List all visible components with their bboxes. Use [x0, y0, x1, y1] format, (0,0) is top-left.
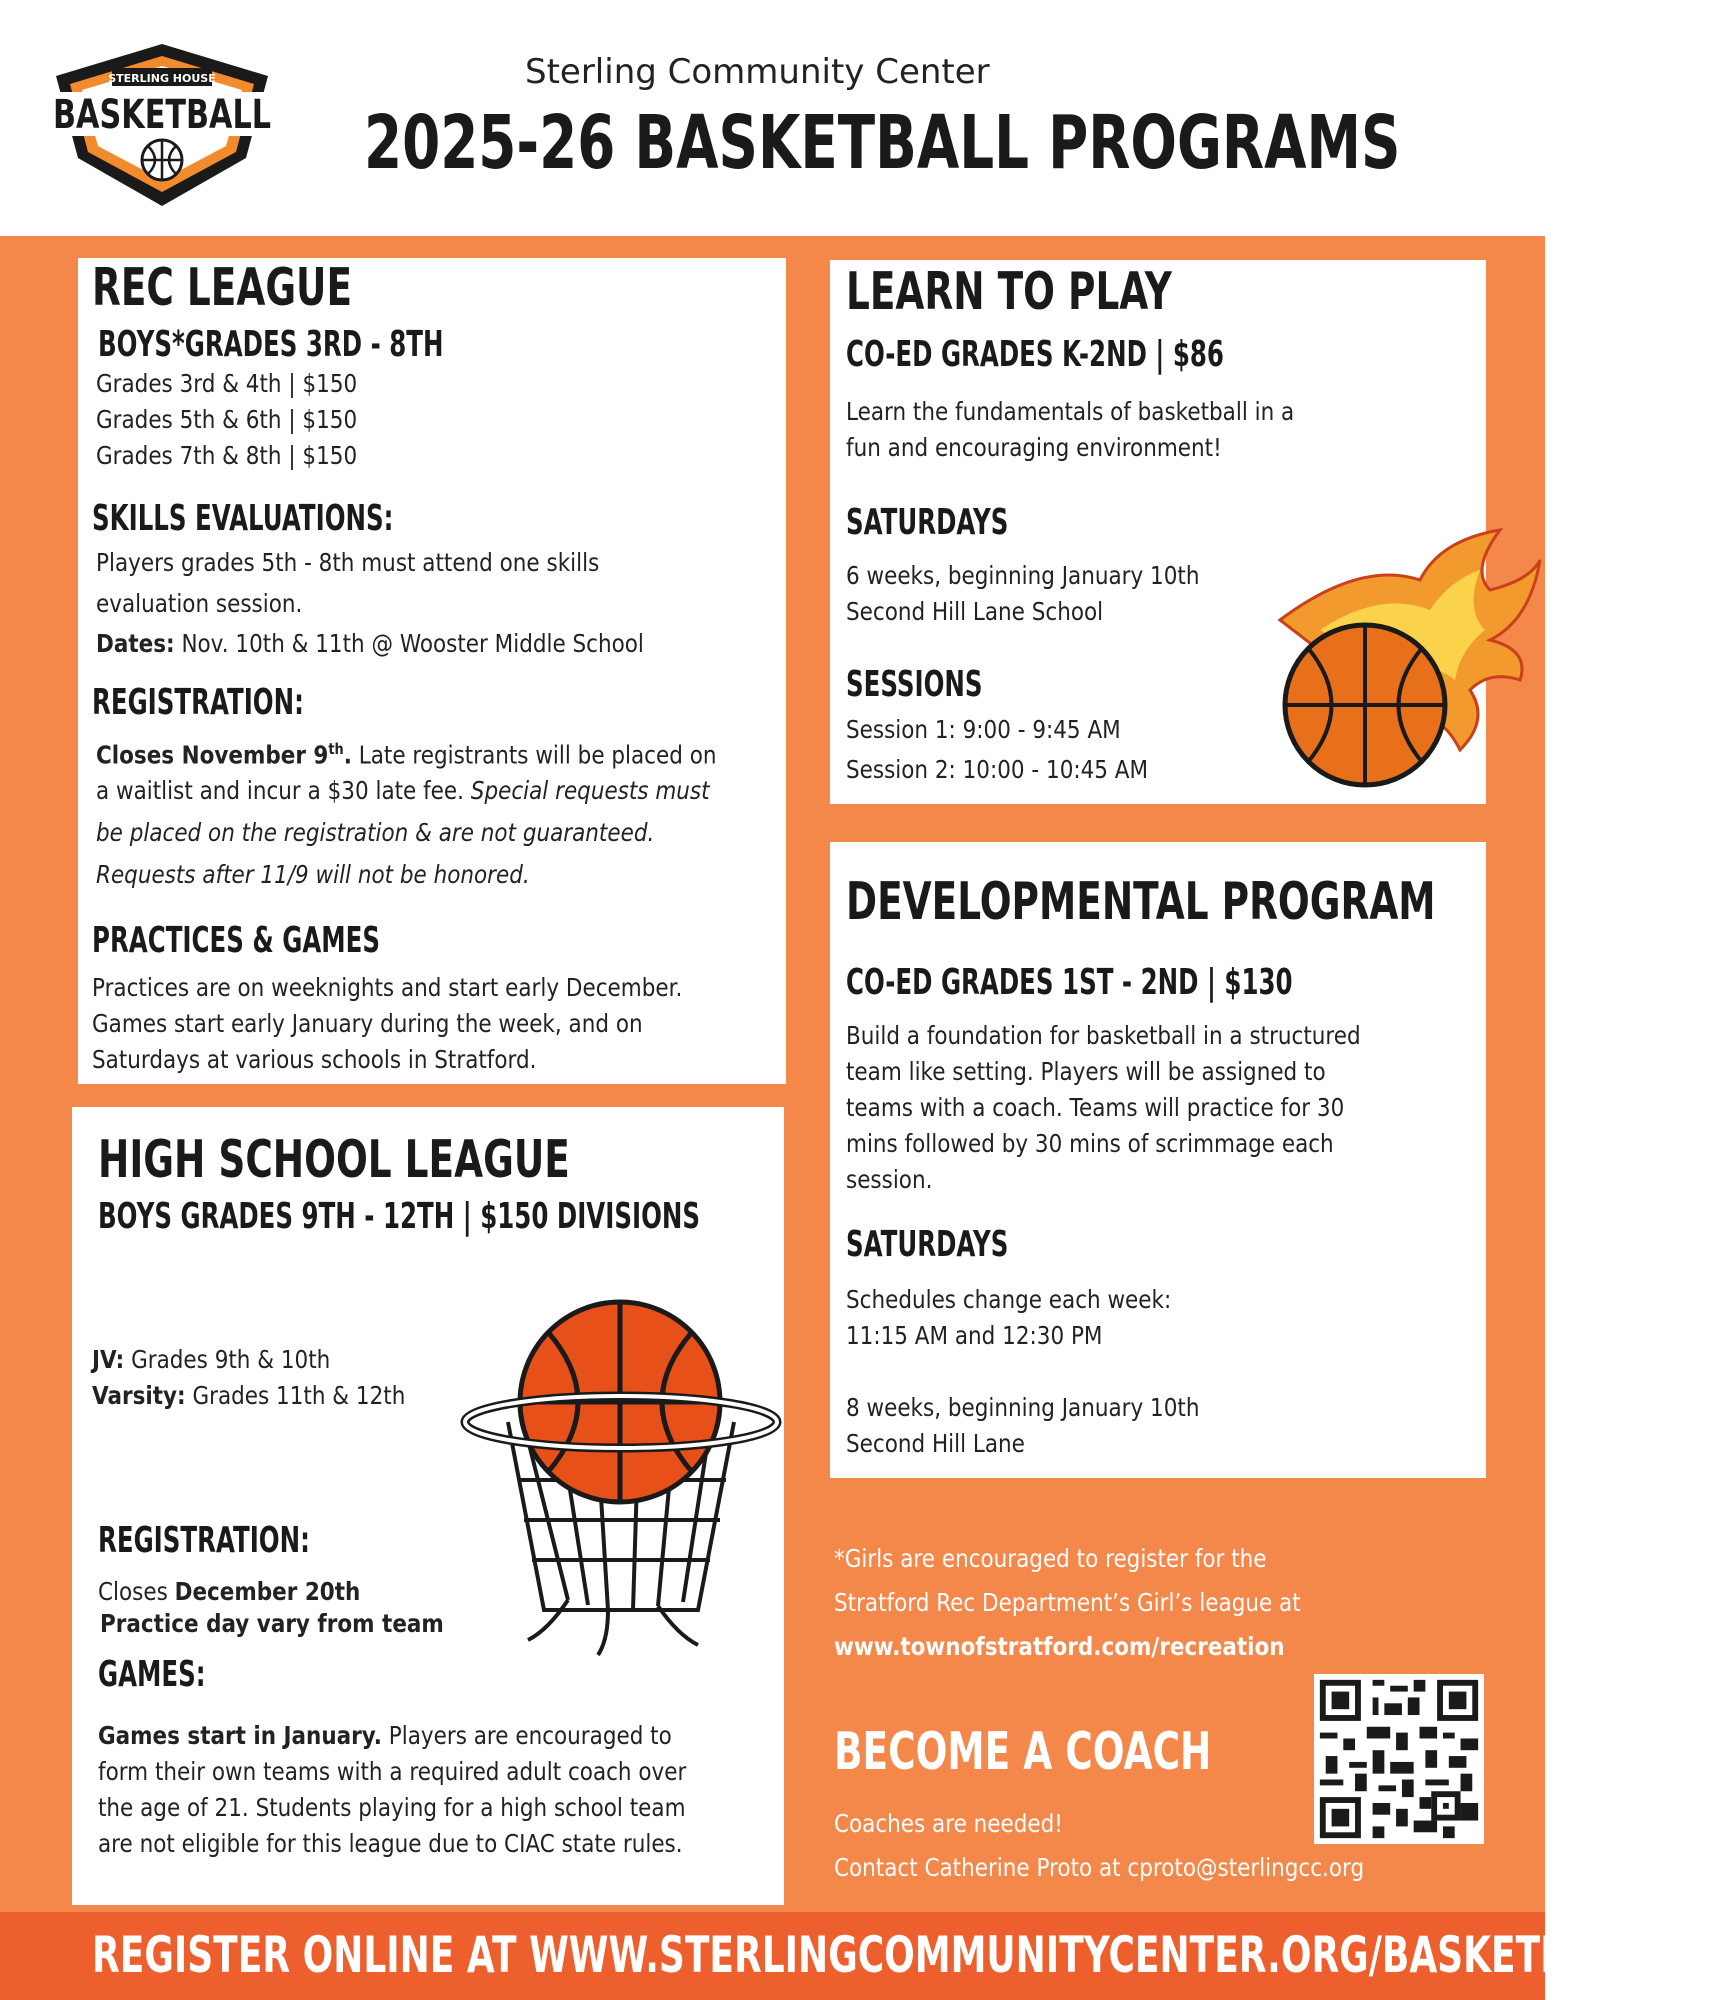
reg-closes: Closes November 9	[96, 740, 329, 770]
jv-value: Grades 9th & 10th	[124, 1345, 331, 1374]
varsity-line	[92, 1378, 405, 1414]
reg-line2-italic: Special requests must	[470, 776, 710, 805]
coach-contact: Contact Catherine Proto at cproto@sterlingcc.org	[834, 1853, 1365, 1882]
ltp-sessions-heading: SESSIONS	[846, 664, 983, 705]
games-text: are not eligible for this league due to CIAC state rules.	[98, 1829, 683, 1858]
hs-closes-plain: Closes	[98, 1577, 175, 1606]
ltp-desc: Learn the fundamentals of basketball in a	[846, 397, 1295, 426]
practices-text: Games start early January during the week, and on	[92, 1009, 643, 1038]
header-subtitle: Sterling Community Center	[525, 52, 990, 92]
dates-value: Nov. 10th & 11th @ Wooster Middle School	[174, 629, 644, 658]
coach-text: Coaches are needed!	[834, 1809, 1063, 1838]
register-online-link[interactable]: REGISTER ONLINE AT WWW.STERLINGCOMMUNITYCENTER.ORG/BASKETBALLHUB	[92, 1926, 1728, 1984]
skills-evaluations-heading: SKILLS EVALUATIONS:	[92, 498, 394, 539]
practices-text: Saturdays at various schools in Stratford.	[92, 1045, 537, 1074]
dev-desc: Build a foundation for basketball in a structured	[846, 1021, 1361, 1050]
girls-league-link[interactable]: www.townofstratford.com/recreation	[834, 1632, 1285, 1661]
skills-text: evaluation session.	[96, 589, 303, 618]
reg-line4: Requests after 11/9 will not be honored.	[96, 860, 530, 889]
ltp-saturdays-heading: SATURDAYS	[846, 502, 1009, 543]
ltp-saturdays-text: 6 weeks, beginning January 10th	[846, 561, 1200, 590]
dev-desc: teams with a coach. Teams will practice for 30	[846, 1093, 1345, 1122]
dev-schedule: 11:15 AM and 12:30 PM	[846, 1321, 1103, 1350]
practices-text: Practices are on weeknights and start early December.	[92, 973, 683, 1002]
high-school-subtitle: BOYS GRADES 9TH - 12TH | $150 DIVISIONS	[98, 1196, 701, 1237]
ltp-saturdays-text: Second Hill Lane School	[846, 597, 1104, 626]
dev-weeks: 8 weeks, beginning January 10th	[846, 1393, 1200, 1422]
dev-desc: session.	[846, 1165, 933, 1194]
page-title: 2025-26 BASKETBALL PROGRAMS	[364, 100, 1401, 186]
rec-league-subtitle: BOYS*GRADES 3RD - 8TH	[98, 324, 444, 365]
dates-label: Dates:	[96, 629, 175, 658]
games-text	[98, 1718, 672, 1754]
rec-registration-text	[96, 770, 710, 812]
learn-to-play-title: LEARN TO PLAY	[846, 262, 1172, 322]
sterling-house-basketball-logo	[50, 40, 275, 210]
header	[0, 0, 1545, 236]
learn-to-play-subtitle: CO-ED GRADES K-2ND | $86	[846, 334, 1224, 375]
dev-desc: mins followed by 30 mins of scrimmage each	[846, 1129, 1334, 1158]
basketball-hoop-illustration	[458, 1310, 778, 1670]
practices-games-heading: PRACTICES & GAMES	[92, 920, 380, 961]
varsity-label: Varsity:	[92, 1381, 186, 1410]
hs-practice-bold: Practice day vary from team	[100, 1609, 444, 1638]
hs-practice-day	[100, 1608, 444, 1640]
games-heading: GAMES:	[98, 1654, 206, 1695]
games-text: form their own teams with a required adult coach over	[98, 1757, 687, 1786]
skills-text: Players grades 5th - 8th must attend one skills	[96, 548, 600, 577]
skills-dates	[96, 624, 644, 664]
high-school-title: HIGH SCHOOL LEAGUE	[98, 1130, 570, 1190]
dev-schedule: Schedules change each week:	[846, 1285, 1172, 1314]
flaming-basketball-illustration	[1240, 520, 1540, 800]
developmental-subtitle: CO-ED GRADES 1ST - 2ND | $130	[846, 962, 1293, 1003]
rec-grade-line: Grades 3rd & 4th | $150	[96, 369, 358, 398]
dev-desc: team like setting. Players will be assigned to	[846, 1057, 1326, 1086]
jv-line	[92, 1342, 330, 1378]
ltp-session-line: Session 2: 10:00 - 10:45 AM	[846, 755, 1149, 784]
ltp-desc: fun and encouraging environment!	[846, 433, 1222, 462]
rec-registration-heading: REGISTRATION:	[92, 682, 304, 723]
hs-registration-heading: REGISTRATION:	[98, 1520, 310, 1561]
varsity-value: Grades 11th & 12th	[185, 1381, 406, 1410]
rec-league-title: REC LEAGUE	[92, 258, 353, 318]
girls-note-text: Stratford Rec Department’s Girl’s league at	[834, 1588, 1301, 1617]
become-a-coach-heading: BECOME A COACH	[834, 1722, 1212, 1782]
developmental-title: DEVELOPMENTAL PROGRAM	[846, 872, 1436, 932]
reg-line3: be placed on the registration & are not guaranteed.	[96, 818, 655, 847]
qr-code[interactable]	[1314, 1674, 1484, 1844]
rec-registration-text	[96, 854, 530, 896]
jv-label: JV:	[92, 1345, 125, 1374]
ltp-session-line: Session 1: 9:00 - 9:45 AM	[846, 715, 1121, 744]
logo-top-text: STERLING HOUSE	[108, 72, 216, 85]
hs-registration-closes	[98, 1576, 360, 1608]
reg-line2-plain: a waitlist and incur a $30 late fee.	[96, 776, 471, 805]
reg-line1-rest: Late registrants will be placed on	[351, 740, 717, 770]
hs-closes-bold: December 20th	[174, 1577, 361, 1606]
rec-grade-line: Grades 5th & 6th | $150	[96, 405, 358, 434]
logo-main-text: BASKETBALL	[53, 92, 271, 138]
dev-saturdays-heading: SATURDAYS	[846, 1224, 1009, 1265]
dev-weeks: Second Hill Lane	[846, 1429, 1025, 1458]
reg-closes-sup: th	[328, 740, 344, 758]
rec-registration-text	[96, 812, 654, 854]
rec-grade-line: Grades 7th & 8th | $150	[96, 441, 358, 470]
games-line1-rest: Players are encouraged to	[381, 1721, 672, 1750]
games-bold: Games start in January.	[98, 1721, 382, 1750]
girls-note-text: *Girls are encouraged to register for the	[834, 1544, 1267, 1573]
games-text: the age of 21. Students playing for a high school team	[98, 1793, 686, 1822]
reg-closes-period: .	[343, 740, 352, 770]
